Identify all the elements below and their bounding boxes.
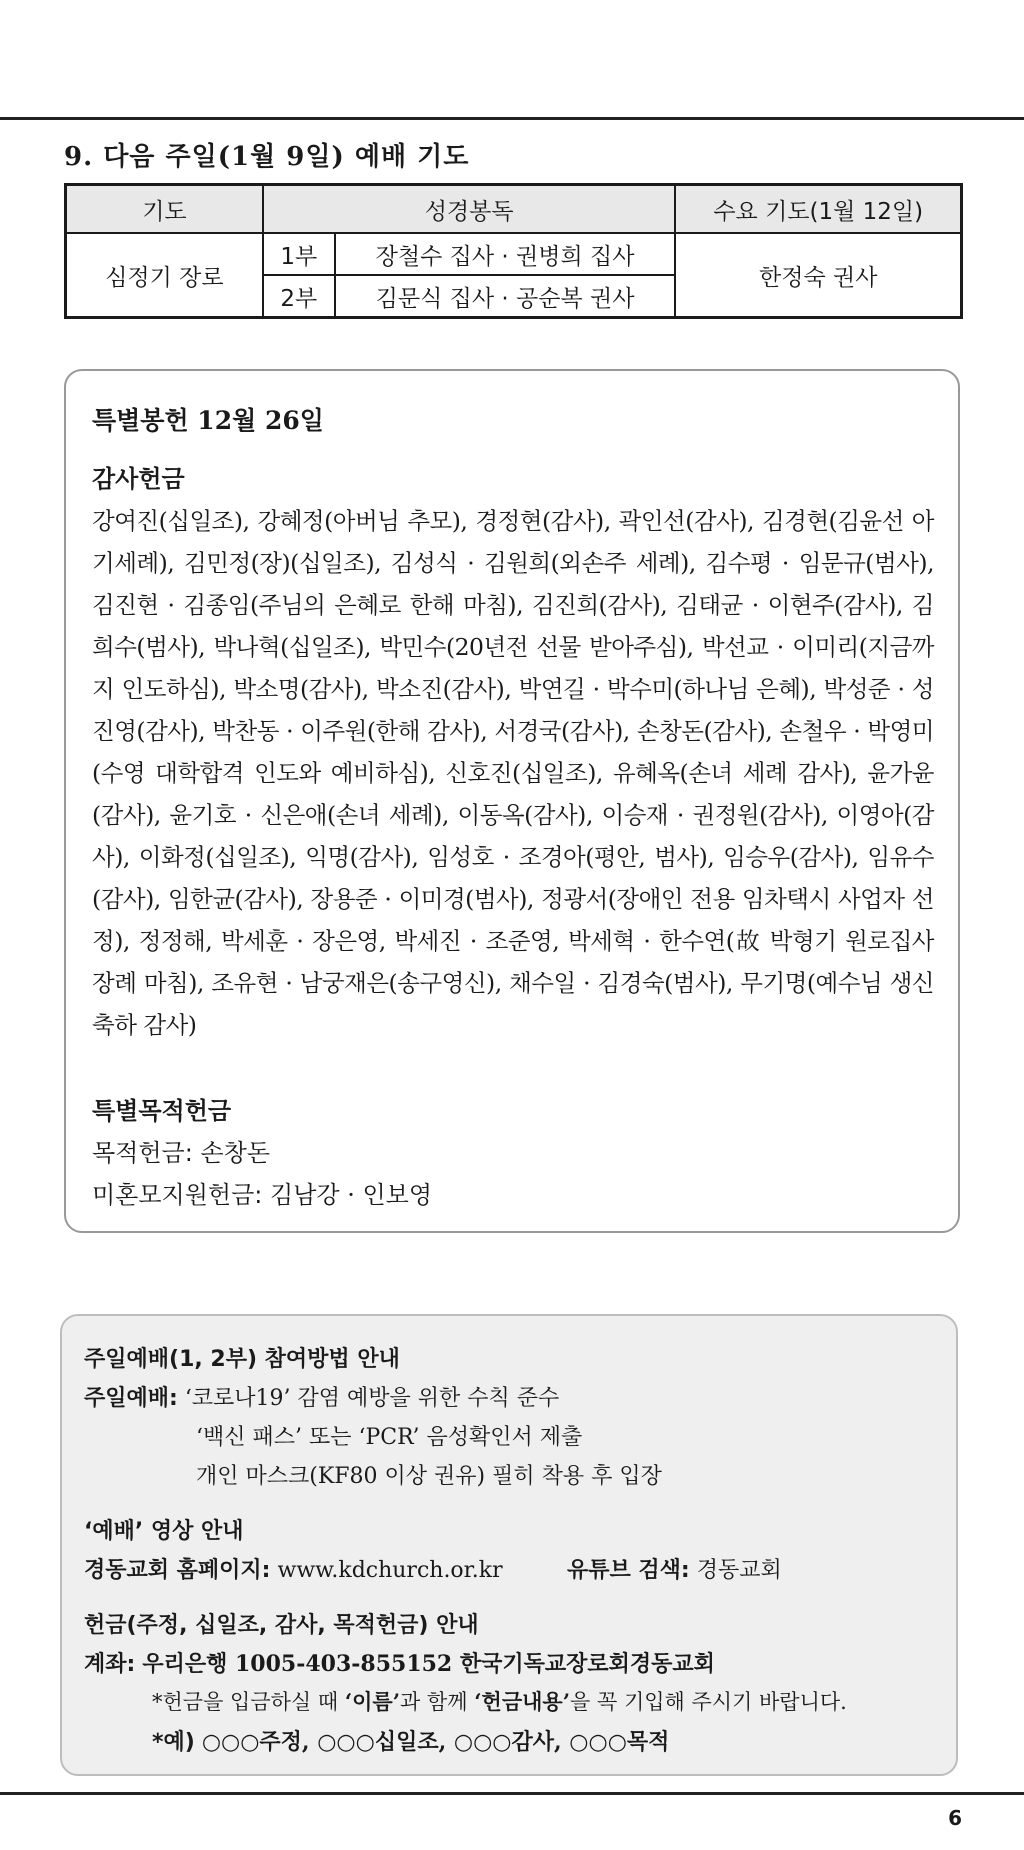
offering-note-content: ‘헌금내용’ bbox=[474, 1689, 571, 1714]
reading-part: 1부 bbox=[263, 233, 335, 275]
worship-guide-line bbox=[84, 1381, 559, 1412]
offering-example-label: *예) bbox=[152, 1730, 195, 1755]
wednesday-prayer: 한정숙 권사 bbox=[675, 233, 961, 318]
youtube-line bbox=[567, 1553, 782, 1584]
offering-note-text: 과 함께 bbox=[400, 1690, 475, 1714]
worship-rule-2: ‘백신 패스’ 또는 ‘PCR’ 음성확인서 제출 bbox=[196, 1425, 583, 1450]
single-parent-offering-label: 미혼모지원헌금: bbox=[92, 1181, 263, 1209]
worship-guide-title: 주일예배(1, 2부) 참여방법 안내 bbox=[84, 1347, 400, 1372]
thanks-offering-heading: 감사헌금 bbox=[92, 465, 185, 493]
prayer-leader: 심정기 장로 bbox=[66, 233, 263, 318]
video-guide-title: ‘예배’ 영상 안내 bbox=[84, 1519, 244, 1544]
info-notice-box bbox=[60, 1314, 958, 1776]
youtube-label: 유튜브 검색: bbox=[567, 1558, 690, 1583]
purpose-offering-label: 목적헌금: bbox=[92, 1139, 193, 1167]
thanks-offering-list: 강여진(십일조), 강혜정(아버님 추모), 경정현(감사), 곽인선(감사), 김경현(김윤선 아기세례), 김민정(장)(십일조), 김성식 · 김원희(외손주 세례), 김수평 · 임문규(범사), 김진현 · 김종임(주님의 은혜로 한해 마침), 김진희(감사), 김태균 · 이현주(감사), 김희수(범사), 박나혁(십일조), 박민수(20년전 선물 받아주심), 박선교 · 이미리(지금까지 인도하심), 박소명(감사), 박소진(감사), 박연길 · 박수미(하나님 은혜), 박성준 · 성진영(감사), 박찬동 · 이주원(한해 감사), 서경국(감사), 손창돈(감사), 손철우 · 박영미(수영 대학합격 인도와 예비하심), 신호진(십일조), 유혜옥(손녀 세례 감사), 윤가윤(감사), 윤기호 · 신은애(손녀 세례), 이동옥(감사), 이승재 · 권정원(감사), 이영아(감사), 이화정(십일조), 익명(감사), 임성호 · 조경아(평안, 범사), 임승우(감사), 임유수(감사), 임한균(감사), 장용준 · 이미경(범사), 정광서(장애인 전용 임차택시 사업자 선정), 정정해, 박세훈 · 장은영, 박세진 · 조준영, 박세혁 · 한수연(故 박형기 원로집사 장례 마침), 조유현 · 남궁재은(송구영신), 채수일 · 김경숙(범사), 무기명(예수님 생신 축하 감사) bbox=[92, 507, 934, 1039]
worship-rule-3: 개인 마스크(KF80 이상 권유) 필히 착용 후 입장 bbox=[196, 1464, 662, 1489]
table-header-row bbox=[66, 185, 962, 234]
prayer-schedule-table bbox=[64, 183, 963, 319]
special-purpose-heading: 특별목적헌금 bbox=[92, 1097, 232, 1125]
offering-example bbox=[152, 1725, 669, 1756]
header-reading: 성경봉독 bbox=[263, 185, 676, 234]
worship-rule-1: ‘코로나19’ 감염 예방을 위한 수칙 준수 bbox=[184, 1386, 560, 1411]
account-label: 계좌: bbox=[84, 1652, 136, 1677]
account-number: 우리은행 1005-403-855152 한국기독교장로회경동교회 bbox=[142, 1651, 715, 1677]
homepage-link[interactable]: www.kdchurch.or.kr bbox=[277, 1558, 503, 1583]
header-wednesday: 수요 기도(1월 12일) bbox=[675, 185, 961, 234]
worship-guide-label: 주일예배: bbox=[84, 1386, 178, 1411]
account-line bbox=[84, 1647, 715, 1678]
reading-names: 김문식 집사 · 공순복 권사 bbox=[335, 275, 676, 318]
purpose-offering-line bbox=[92, 1133, 270, 1168]
youtube-search-term: 경동교회 bbox=[696, 1558, 782, 1583]
table-row bbox=[66, 233, 962, 275]
single-parent-offering-line bbox=[92, 1175, 432, 1210]
offering-guide-title: 헌금(주정, 십일조, 감사, 목적헌금) 안내 bbox=[84, 1613, 479, 1638]
homepage-label: 경동교회 홈페이지: bbox=[84, 1558, 271, 1583]
offering-note-name: ‘이름’ bbox=[344, 1689, 401, 1714]
bottom-divider bbox=[0, 1792, 1024, 1795]
special-offering-box bbox=[64, 369, 960, 1233]
offering-note-text: *헌금을 입금하실 때 bbox=[152, 1690, 345, 1714]
top-divider bbox=[0, 117, 1024, 120]
offering-example-text: ○○○주정, ○○○십일조, ○○○감사, ○○○목적 bbox=[201, 1729, 670, 1755]
reading-part: 2부 bbox=[263, 275, 335, 318]
page-number: 6 bbox=[948, 1806, 962, 1830]
header-prayer: 기도 bbox=[66, 185, 263, 234]
single-parent-offering-names: 김남강 · 인보영 bbox=[270, 1181, 433, 1209]
offering-note-text: 을 꼭 기입해 주시기 바랍니다. bbox=[570, 1690, 847, 1714]
offering-note bbox=[152, 1686, 847, 1716]
reading-names: 장철수 집사 · 권병희 집사 bbox=[335, 233, 676, 275]
offering-title: 특별봉헌 12월 26일 bbox=[92, 406, 324, 435]
homepage-line bbox=[84, 1553, 503, 1584]
section-title: 9. 다음 주일(1월 9일) 예배 기도 bbox=[64, 142, 470, 172]
purpose-offering-names: 손창돈 bbox=[200, 1139, 271, 1167]
